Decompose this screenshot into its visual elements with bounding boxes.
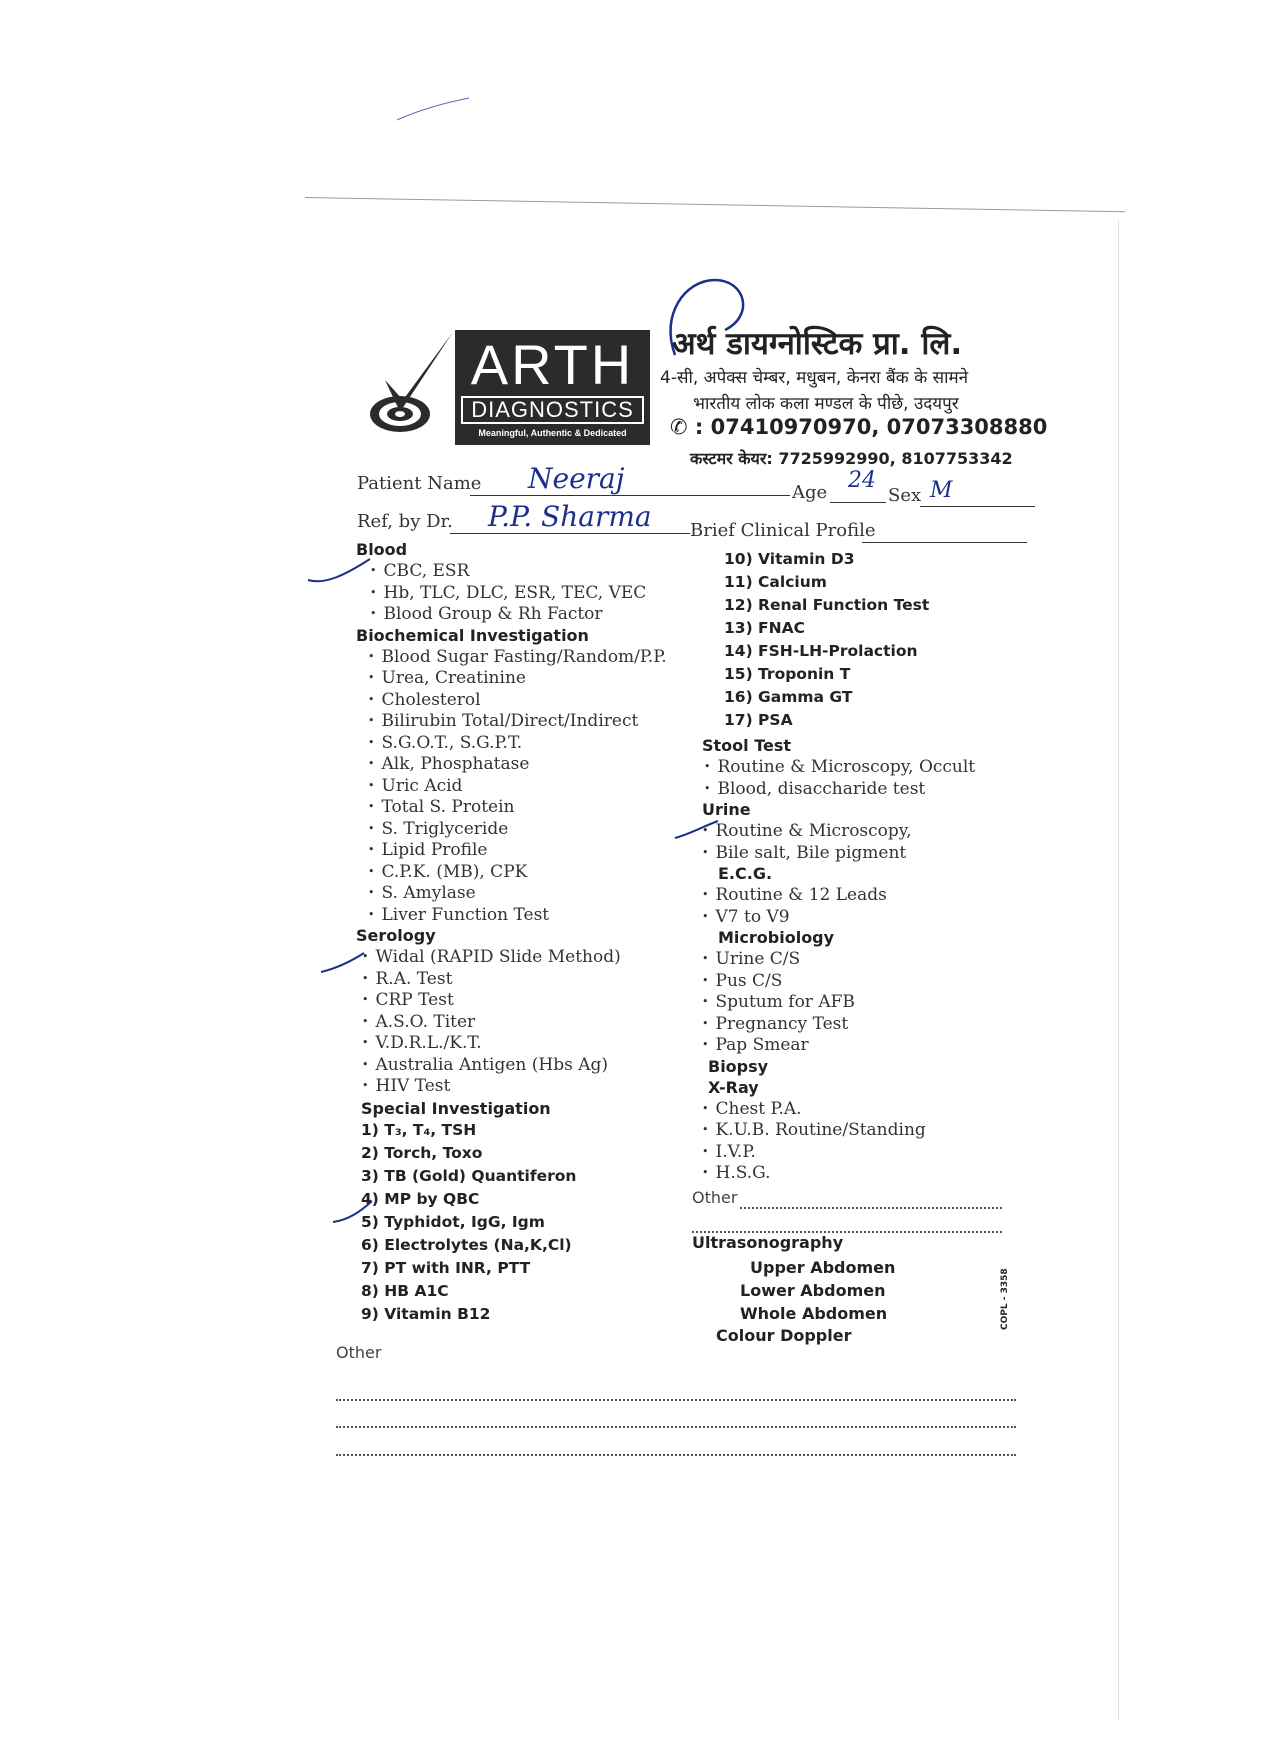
section-biopsy[interactable]: Biopsy <box>708 1056 769 1076</box>
age-label: Age <box>792 482 828 503</box>
section-blood: Blood <box>356 540 408 559</box>
test-item[interactable]: 11) Calcium <box>724 573 827 591</box>
section-ultrasonography: Ultrasonography <box>692 1233 844 1252</box>
test-item[interactable]: 9) Vitamin B12 <box>361 1304 491 1323</box>
other-line-3[interactable] <box>336 1453 1016 1456</box>
section-biochemical: Biochemical Investigation <box>356 625 589 645</box>
left-test-column <box>356 539 667 1326</box>
age-value[interactable]: 24 <box>848 468 876 493</box>
test-item[interactable]: 14) FSH-LH-Prolaction <box>724 642 918 660</box>
test-item[interactable]: • S.G.O.T., S.G.P.T. <box>368 732 667 754</box>
test-item[interactable]: • Routine & Microscopy, Occult <box>704 756 975 778</box>
test-item[interactable]: 16) Gamma GT <box>724 688 853 706</box>
test-item[interactable]: • HIV Test <box>362 1075 667 1097</box>
checkmark-icon <box>330 1198 375 1228</box>
pen-stroke <box>394 95 474 125</box>
test-item[interactable]: 3) TB (Gold) Quantiferon <box>361 1166 577 1185</box>
ref-doctor-line <box>450 533 690 534</box>
logo-tagline: Meaningful, Authentic & Dedicated <box>478 428 627 438</box>
checkmark-icon <box>672 818 722 843</box>
test-item[interactable]: • R.A. Test <box>362 968 667 990</box>
test-item[interactable]: • Alk, Phosphatase <box>368 753 667 775</box>
arth-logo <box>365 330 650 445</box>
logo-subtitle: DIAGNOSTICS <box>461 396 644 424</box>
test-item[interactable]: • S. Amylase <box>368 882 667 904</box>
test-item[interactable]: 13) FNAC <box>724 619 805 637</box>
test-item[interactable]: 4) MP by QBC <box>361 1189 480 1208</box>
section-xray: X-Ray <box>708 1077 759 1097</box>
patient-name-line <box>470 495 790 496</box>
section-microbiology: Microbiology <box>718 928 835 947</box>
logo-title: ARTH <box>470 333 635 396</box>
test-item[interactable]: • S. Triglyceride <box>368 818 667 840</box>
usg-item[interactable]: Colour Doppler <box>716 1326 852 1345</box>
section-ecg: E.C.G. <box>718 864 773 883</box>
usg-item[interactable]: Whole Abdomen <box>740 1304 888 1323</box>
sex-label: Sex <box>888 485 922 506</box>
ref-doctor-label: Ref, by Dr. <box>357 511 453 532</box>
clinical-profile-line <box>862 542 1027 543</box>
test-item[interactable]: • C.P.K. (MB), CPK <box>368 861 667 883</box>
section-urine: Urine <box>702 800 751 819</box>
test-item[interactable]: 15) Troponin T <box>724 665 851 683</box>
test-item[interactable]: • V.D.R.L./K.T. <box>362 1032 667 1054</box>
test-item[interactable]: • Cholesterol <box>368 689 667 711</box>
usg-item[interactable]: Upper Abdomen <box>750 1258 896 1277</box>
other-label-right: Other <box>692 1188 738 1207</box>
sex-value[interactable]: M <box>930 478 953 503</box>
test-item[interactable]: • CBC, ESR <box>370 560 667 582</box>
company-name: अर्थ डायग्नोस्टिक प्रा. लि. <box>672 326 963 362</box>
patient-name-label: Patient Name <box>357 473 482 494</box>
test-item[interactable]: 12) Renal Function Test <box>724 596 930 614</box>
test-item[interactable]: • Urea, Creatinine <box>368 667 667 689</box>
test-item[interactable]: • Pregnancy Test <box>702 1013 975 1035</box>
right-test-column <box>702 735 975 1184</box>
test-item[interactable]: 7) PT with INR, PTT <box>361 1258 531 1277</box>
other-line-1[interactable] <box>336 1398 1016 1401</box>
test-item[interactable]: • Routine & Microscopy, <box>702 820 975 842</box>
top-rule <box>305 197 1125 212</box>
section-serology: Serology <box>356 926 436 945</box>
test-item[interactable]: 8) HB A1C <box>361 1281 449 1300</box>
page-edge <box>1118 220 1119 1720</box>
test-item[interactable]: • Blood, disaccharide test <box>704 778 975 800</box>
test-item[interactable]: • H.S.G. <box>702 1162 975 1184</box>
test-item[interactable]: • Total S. Protein <box>368 796 667 818</box>
customer-care: कस्टमर केयर: 7725992990, 8107753342 <box>690 449 1013 468</box>
test-item[interactable]: • Pus C/S <box>702 970 975 992</box>
test-item[interactable]: • Routine & 12 Leads <box>702 884 975 906</box>
test-item[interactable]: • Uric Acid <box>368 775 667 797</box>
phone-numbers: ✆ : 07410970970, 07073308880 <box>670 415 1048 439</box>
test-item[interactable]: • Bile salt, Bile pigment <box>702 842 975 864</box>
test-item[interactable]: • Blood Group & Rh Factor <box>370 603 667 625</box>
section-special: Special Investigation <box>361 1098 551 1118</box>
checkmark-icon <box>305 555 375 590</box>
test-item[interactable]: • V7 to V9 <box>702 906 975 928</box>
other-line-2[interactable] <box>336 1425 1016 1428</box>
usg-item[interactable]: Lower Abdomen <box>740 1281 886 1300</box>
section-stool: Stool Test <box>702 736 792 755</box>
test-item[interactable]: • Bilirubin Total/Direct/Indirect <box>368 710 667 732</box>
ref-doctor-value[interactable]: P.P. Sharma <box>488 500 652 533</box>
ink-circle-mark <box>655 275 765 370</box>
form-code: COPL - 3358 <box>1000 1268 1010 1330</box>
test-item[interactable]: 1) T₃, T₄, TSH <box>361 1120 477 1139</box>
patient-name-value[interactable]: Neeraj <box>528 462 625 495</box>
age-line <box>830 502 886 503</box>
test-item[interactable]: 17) PSA <box>724 711 793 729</box>
address-line-1: 4-सी, अपेक्स चेम्बर, मधुबन, केनरा बैंक के सामने <box>660 368 969 388</box>
test-item[interactable]: • Urine C/S <box>702 948 975 970</box>
test-item[interactable]: • Australia Antigen (Hbs Ag) <box>362 1054 667 1076</box>
address-line-2: भारतीय लोक कला मण्डल के पीछे, उदयपुर <box>693 394 959 414</box>
test-item[interactable]: • Sputum for AFB <box>702 991 975 1013</box>
test-item[interactable]: • I.V.P. <box>702 1141 975 1163</box>
other-right-line-1[interactable] <box>740 1206 1002 1209</box>
test-item[interactable]: • Pap Smear <box>702 1034 975 1056</box>
target-check-icon <box>365 330 460 445</box>
test-item[interactable]: 2) Torch, Toxo <box>361 1143 483 1162</box>
test-item[interactable]: • Widal (RAPID Slide Method) <box>362 946 667 968</box>
test-item[interactable]: 10) Vitamin D3 <box>724 550 855 568</box>
test-item[interactable]: • Liver Function Test <box>368 904 667 926</box>
test-item[interactable]: • A.S.O. Titer <box>362 1011 667 1033</box>
test-item[interactable]: • Chest P.A. <box>702 1098 975 1120</box>
test-item[interactable]: • Hb, TLC, DLC, ESR, TEC, VEC <box>370 582 667 604</box>
test-item[interactable]: • K.U.B. Routine/Standing <box>702 1119 975 1141</box>
test-item[interactable]: • CRP Test <box>362 989 667 1011</box>
test-item[interactable]: • Lipid Profile <box>368 839 667 861</box>
sex-line <box>920 506 1035 507</box>
right-test-column-numbered <box>724 548 929 732</box>
test-item[interactable]: 6) Electrolytes (Na,K,Cl) <box>361 1235 572 1254</box>
checkmark-icon <box>318 950 368 980</box>
other-label-left: Other <box>336 1343 382 1362</box>
test-item[interactable]: • Blood Sugar Fasting/Random/P.P. <box>368 646 667 668</box>
clinical-profile-label: Brief Clinical Profile <box>690 520 876 541</box>
test-item[interactable]: 5) Typhidot, IgG, Igm <box>361 1212 545 1231</box>
